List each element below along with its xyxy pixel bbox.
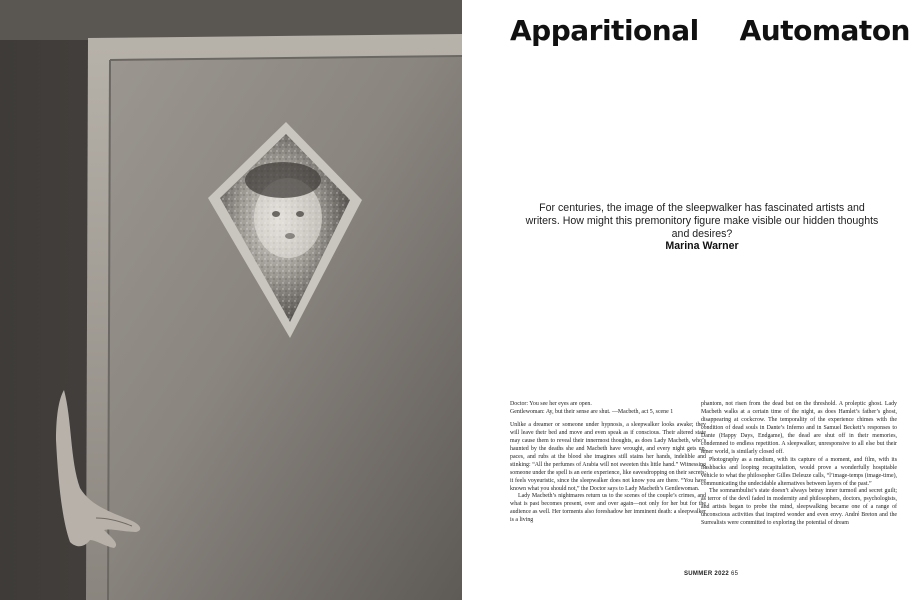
body-paragraph: The somnambulist’s state doesn’t always betray inner turmoil and secret guilt; as terror of the devil faded in modernity and philosophers, doctors, psychologists, and artists began to probe the mind, sleepwalking became one of a range of unconscious activities that inspired wonder and even envy. André Breton and the Surrealists were committed to exploring the potential of dream	[701, 488, 897, 527]
title-word-apparitional: Apparitional	[510, 14, 699, 47]
body-paragraph: Unlike a dreamer or someone under hypnosis, a sleepwalker looks awake; they will leave their bed and move and even speak as if conscious. Their altered state may cause them to reveal their innermost thoughts, as does Lady Macbeth, who’s haunted by the deaths she and Macbeth have wrought, and every night gets up, paces, and rubs at the blood she imagines still stains her hands, indelible and stinking: “All the perfumes of Arabia will not sweeten this little hand.” Witnessing someone under the spell is an eerie experience, like eavesdropping on their secrets; it feels voyeuristic, since the sleepwalker does not know you are there. “You have known what you should not,” the Doctor says to Lady Macbeth’s Gentlewoman.	[510, 421, 706, 492]
body-column-1	[510, 401, 706, 525]
epigraph-line-1: Doctor: You see her eyes are open.	[510, 401, 592, 407]
article-title	[510, 14, 910, 47]
author-byline: Marina Warner	[665, 240, 739, 252]
title-word-automaton: Automaton	[739, 14, 910, 47]
body-column-2	[701, 401, 897, 528]
epigraph	[510, 401, 706, 417]
epigraph-line-2: Gentlewoman: Ay, but their sense are shut. —Macbeth, act 5, scene 1	[510, 408, 674, 415]
folio-issue: SUMMER 2022	[684, 571, 729, 577]
standfirst: For centuries, the image of the sleepwalker has fascinated artists and writers. How might this premonitory figure make visible our hidden thoughts and desires?	[525, 202, 879, 240]
body-paragraph: phantom, not risen from the dead but on the threshold. A proleptic ghost. Lady Macbeth walks at a certain time of the night, as does Hamlet’s father’s ghost, disappearing at cockcrow. The temporality of the experience chimes with the condition of dead souls in Dante’s Inferno and in Samuel Beckett’s responses to Dante (Happy Days, Endgame), the dead are shut off in their memories, condemned to endless repetition. A sleepwalker, unresponsive to all else but their inner world, is similarly closed off.	[701, 401, 897, 455]
page-folio	[684, 571, 738, 577]
body-paragraph: Photography as a medium, with its capture of a moment, and film, with its flashbacks and looping recapitulation, would prove a wonderfully hospitable vehicle to what the philosopher Gilles Deleuze calls, “l’image-temps (image-time), communicating the undecidable alternatives between layers of the past.”	[701, 456, 897, 487]
body-paragraph: Lady Macbeth’s nightmares return us to the scenes of the couple’s crimes, and what is past becomes present, over and over again—not only for her but for the audience as well. Her torments also foreshadow her imminent death: a sleepwalker is a living	[510, 493, 706, 524]
article-page	[462, 0, 924, 600]
folio-page-number: 65	[730, 571, 739, 577]
